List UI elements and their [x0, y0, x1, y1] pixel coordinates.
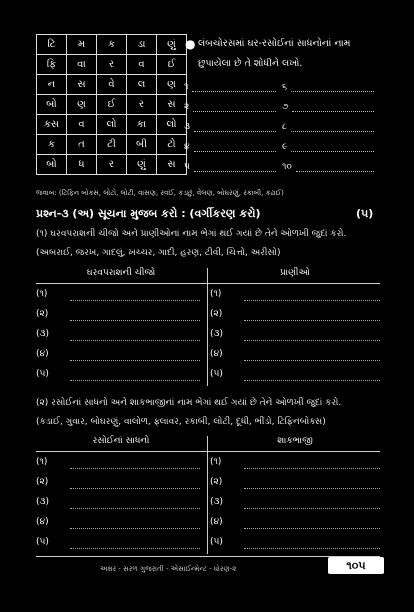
grid-cell: બી — [127, 135, 157, 155]
grid-row — [37, 35, 187, 55]
part1-word-list: (અબરાઈ, જરખ, ગાદલું, ખચ્ચર, ગાદી, હરણ, ટીવી, ચિત્તો, અરીસો) — [36, 248, 281, 258]
grid-cell: ણ — [67, 95, 97, 115]
part2-col1-header: રસોઈનાં સાધનો — [92, 436, 150, 446]
answer-key: જવાબ: (ટિફિન બોક્સ, લોટો, લોટી, વાસણ, રવઈ, કડછું, વેલણ, બોઘરણું, રકાબી, કઢાઈ) — [36, 189, 284, 197]
answer-line[interactable] — [70, 380, 200, 381]
grid-cell: ણું — [127, 155, 157, 175]
grid-cell: વે — [97, 75, 127, 95]
blank-line-number: ૮ — [282, 122, 287, 132]
answer-line[interactable] — [70, 528, 200, 529]
row-label: (૧) — [210, 457, 222, 467]
part2-header-rule — [36, 451, 380, 452]
grid-row — [37, 55, 187, 75]
grid-row — [37, 115, 187, 135]
grid-cell: વ — [67, 115, 97, 135]
blank-line[interactable] — [282, 82, 374, 92]
grid-cell: ર — [97, 55, 127, 75]
blank-dotted-line — [296, 162, 374, 172]
grid-cell: ફિ — [37, 55, 67, 75]
blank-line[interactable] — [282, 122, 374, 132]
row-label: (૩) — [210, 329, 224, 339]
row-label: (૫) — [210, 369, 223, 379]
row-label: (૫) — [210, 537, 223, 547]
row-label: (૪) — [36, 349, 49, 359]
blank-line-number: ૧ — [184, 82, 189, 92]
grid-cell: ત — [67, 135, 97, 155]
blank-dotted-line — [194, 162, 276, 172]
blank-line-number: ૫ — [184, 162, 190, 172]
answer-line[interactable] — [70, 340, 200, 341]
grid-cell: કસ — [37, 115, 67, 135]
grid-cell: ક — [37, 135, 67, 155]
answer-line[interactable] — [244, 380, 380, 381]
footer-text: અક્ષર - સરળ ગુજરાતી - એસાઈન્મેન્ટ - ધોરણ-૨ — [100, 565, 237, 573]
row-label: (૧) — [210, 289, 222, 299]
grid-cell: સ — [157, 95, 187, 115]
part2-word-list: (કડાઈ, ગુવાર, બોઘરણું, વાલોળ, ફ્લાવર, રકાબી, લોટી, દૂધી, ભીંડો, ટિફિનબોક્સ) — [36, 417, 326, 427]
grid-row — [37, 155, 187, 175]
row-label: (૩) — [36, 497, 50, 507]
question-marks: (૫) — [356, 207, 374, 220]
row-label: (૨) — [210, 477, 223, 487]
row-label: (૨) — [36, 309, 49, 319]
blank-line[interactable] — [282, 162, 374, 172]
part1-header-rule — [36, 283, 380, 284]
part2-divider — [207, 436, 208, 554]
grid-cell: વા — [67, 55, 97, 75]
blank-line-number: ૯ — [282, 142, 288, 152]
row-label: (૧) — [36, 457, 48, 467]
blank-line[interactable] — [184, 122, 276, 132]
blank-line-number: ૪ — [184, 142, 190, 152]
part2-instruction: (૨) રસોઈનાં સાધનો અને શાકભાજીનાં નામ ભેગાં થઈ ગયાં છે તેને ઓળખી જુદાં કરો. — [36, 398, 342, 408]
row-label: (૩) — [36, 329, 50, 339]
grid-cell: ર — [127, 95, 157, 115]
answer-line[interactable] — [244, 360, 380, 361]
word-search-grid — [36, 34, 190, 175]
grid-cell: ણું — [157, 35, 187, 55]
blank-line[interactable] — [184, 102, 276, 112]
answer-line[interactable] — [70, 360, 200, 361]
grid-cell: ણ — [157, 75, 187, 95]
grid-cell: મ — [67, 35, 97, 55]
blank-dotted-line — [291, 142, 374, 152]
grid-row — [37, 95, 187, 115]
blank-line[interactable] — [282, 102, 374, 112]
grid-cell: ધ — [67, 155, 97, 175]
blank-dotted-line — [291, 122, 374, 132]
row-label: (૨) — [210, 309, 223, 319]
grid-cell: ઈ — [97, 95, 127, 115]
answer-line[interactable] — [70, 548, 200, 549]
grid-cell: લો — [97, 115, 127, 135]
row-label: (૪) — [210, 349, 223, 359]
row-label: (૪) — [210, 517, 223, 527]
answer-line[interactable] — [244, 340, 380, 341]
answer-line[interactable] — [70, 488, 200, 489]
grid-cell: સ — [67, 75, 97, 95]
part1-col1-header: ઘરવપરાશની ચીજો — [86, 268, 156, 278]
grid-cell: ન — [37, 75, 67, 95]
answer-line[interactable] — [70, 508, 200, 509]
answer-line[interactable] — [244, 528, 380, 529]
page-number: ૧૦૫ — [328, 557, 384, 574]
part2-col2-header: શાકભાજી — [277, 436, 313, 446]
answer-line[interactable] — [244, 488, 380, 489]
grid-cell: લ — [127, 75, 157, 95]
grid-cell: વ — [127, 55, 157, 75]
grid-cell: ઈ — [157, 55, 187, 75]
grid-cell: ર — [97, 155, 127, 175]
blank-line-number: ૨ — [184, 102, 190, 112]
blank-dotted-line — [194, 142, 276, 152]
grid-cell: ટિ — [37, 35, 67, 55]
answer-line[interactable] — [70, 300, 200, 301]
question-heading: પ્રશ્ન-૩ (અ) સૂચના મુજબ કરો : (વર્ગીકરણ કરો) — [36, 207, 261, 220]
answer-line[interactable] — [70, 468, 200, 469]
blank-dotted-line — [292, 102, 374, 112]
blank-dotted-line — [291, 82, 374, 92]
bullet-icon: ● — [185, 37, 196, 51]
answer-line[interactable] — [244, 508, 380, 509]
find-instruction-line2: છુપાયેલા છે તે શોધીને લખો. — [198, 58, 303, 69]
answer-line[interactable] — [244, 320, 380, 321]
answer-line[interactable] — [70, 320, 200, 321]
blank-line-number: ૩ — [184, 122, 190, 132]
grid-cell: ડા — [127, 35, 157, 55]
row-label: (૫) — [36, 369, 49, 379]
find-instruction-line1: લંબચોરસમાં ઘર-રસોઈનાં સાધનોનાં નામ — [198, 38, 351, 49]
grid-cell: બો — [37, 95, 67, 115]
grid-cell: ટી — [97, 135, 127, 155]
row-label: (૩) — [210, 497, 224, 507]
blank-line-number: ૬ — [282, 82, 288, 92]
row-label: (૫) — [36, 537, 49, 547]
grid-cell: ટો — [157, 135, 187, 155]
blank-line[interactable] — [184, 162, 276, 172]
answer-line[interactable] — [244, 300, 380, 301]
grid-cell: બો — [37, 155, 67, 175]
grid-row — [37, 135, 187, 155]
answer-line[interactable] — [244, 468, 380, 469]
row-label: (૪) — [36, 517, 49, 527]
row-label: (૧) — [36, 289, 48, 299]
part1-col2-header: પ્રાણીઓ — [280, 268, 310, 278]
blank-line-number: ૧૦ — [282, 162, 292, 172]
grid-cell: કા — [127, 115, 157, 135]
part1-instruction: (૧) ઘરવપરાશની ચીજો અને પ્રાણીઓનાં નામ ભેગાં થઈ ગયાં છે તેને ઓળખી જુદાં કરો. — [36, 229, 347, 239]
blank-line-number: ૭ — [282, 102, 289, 112]
blank-dotted-line — [194, 122, 276, 132]
grid-cell: લો — [157, 115, 187, 135]
blank-dotted-line — [192, 82, 276, 92]
answer-line[interactable] — [244, 548, 380, 549]
row-label: (૨) — [36, 477, 49, 487]
blank-dotted-line — [193, 102, 276, 112]
grid-cell: સ — [157, 155, 187, 175]
part1-divider — [207, 268, 208, 386]
grid-cell: ક — [97, 35, 127, 55]
blank-line[interactable] — [184, 82, 276, 92]
blank-line[interactable] — [282, 142, 374, 152]
blank-line[interactable] — [184, 142, 276, 152]
grid-row — [37, 75, 187, 95]
